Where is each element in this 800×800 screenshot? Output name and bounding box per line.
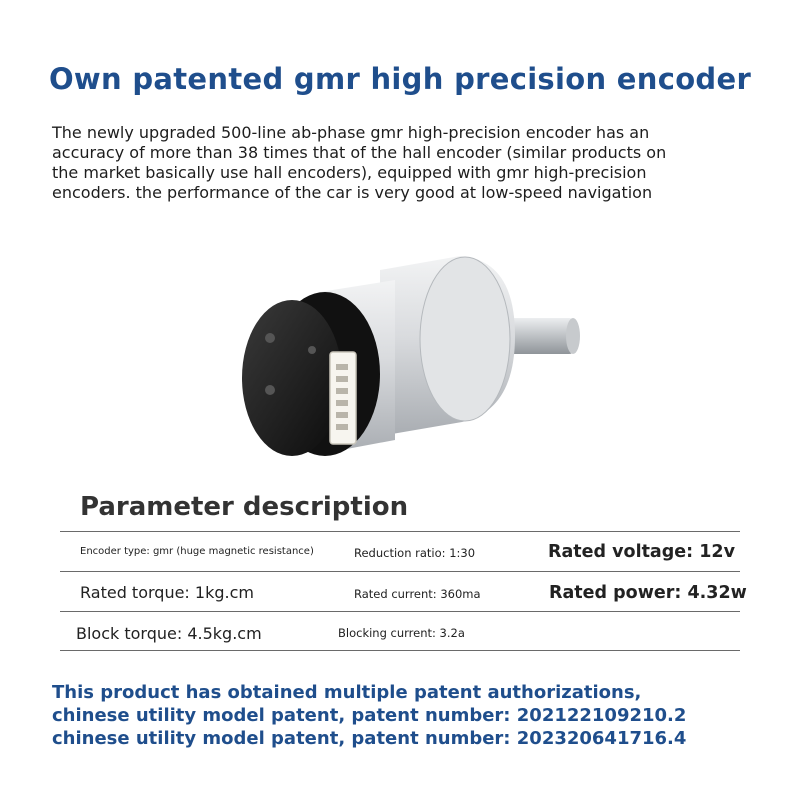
connector-pin	[336, 412, 348, 418]
parameter-title: Parameter description	[80, 492, 409, 522]
patent-line: chinese utility model patent, patent number: 202320641716.4	[52, 728, 687, 749]
connector-pin	[336, 424, 348, 430]
param-rated-current: Rated current: 360ma	[354, 587, 481, 601]
divider	[60, 611, 740, 612]
screw-hole-icon	[265, 333, 275, 343]
divider	[60, 531, 740, 532]
screw-hole-icon	[265, 385, 275, 395]
shaft-end	[566, 318, 580, 354]
divider	[60, 571, 740, 572]
gear-motor-image	[230, 240, 590, 480]
description-line: the market basically use hall encoders), equipped with gmr high-precision	[52, 163, 647, 182]
param-encoder-type: Encoder type: gmr (huge magnetic resistance)	[80, 546, 314, 557]
param-rated-torque: Rated torque: 1kg.cm	[80, 583, 254, 602]
description-line: encoders. the performance of the car is very good at low-speed navigation	[52, 183, 653, 202]
encoder-disk	[242, 300, 342, 456]
patent-line: chinese utility model patent, patent number: 202122109210.2	[52, 705, 687, 726]
divider	[60, 650, 740, 651]
description-line: The newly upgraded 500-line ab-phase gmr high-precision encoder has an	[52, 123, 650, 142]
gearbox-face	[420, 257, 510, 421]
param-rated-power: Rated power: 4.32w	[549, 583, 747, 603]
connector-pin	[336, 376, 348, 382]
connector-pin	[336, 400, 348, 406]
connector-pin	[336, 364, 348, 370]
screw-hole-icon	[308, 346, 316, 354]
description	[52, 123, 772, 203]
param-rated-voltage: Rated voltage: 12v	[548, 542, 735, 562]
connector-pin	[336, 388, 348, 394]
patent-info	[52, 681, 686, 750]
param-block-torque: Block torque: 4.5kg.cm	[76, 624, 262, 643]
param-reduction-ratio: Reduction ratio: 1:30	[354, 546, 476, 560]
description-line: accuracy of more than 38 times that of the hall encoder (similar products on	[52, 143, 667, 162]
patent-line: This product has obtained multiple patent authorizations,	[52, 682, 642, 703]
param-blocking-current: Blocking current: 3.2a	[338, 626, 465, 640]
page-title: Own patented gmr high precision encoder	[48, 62, 752, 96]
